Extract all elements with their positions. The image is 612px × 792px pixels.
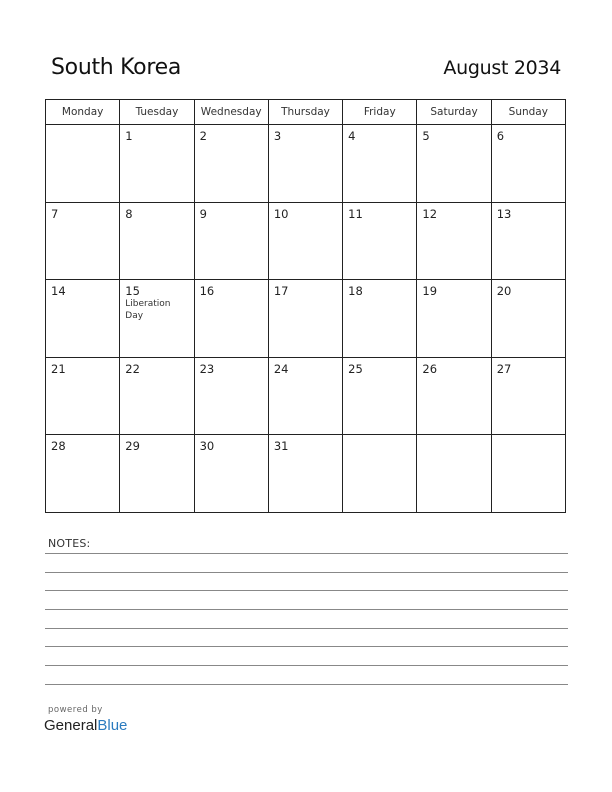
day-number: 14 (51, 284, 66, 299)
note-line (45, 628, 568, 629)
day-number: 13 (496, 206, 512, 221)
day-cell (492, 280, 566, 358)
day-number: 30 (199, 439, 215, 454)
day-number: 11 (348, 206, 363, 221)
day-cell-holiday (120, 280, 194, 358)
day-number: 6 (496, 129, 505, 143)
week-row-4 (46, 358, 566, 436)
day-cell (417, 203, 491, 281)
note-line (45, 665, 568, 666)
logo-general-text: General (44, 717, 98, 734)
day-number: 26 (422, 361, 438, 376)
day-number: 7 (51, 206, 59, 221)
week-row-5 (46, 435, 566, 513)
day-number: 2 (199, 129, 207, 143)
day-cell (269, 203, 343, 281)
day-cell (343, 125, 417, 203)
day-number: 29 (125, 439, 140, 454)
day-cell (195, 125, 269, 203)
day-number: 27 (496, 361, 512, 376)
day-number: 1 (125, 129, 133, 143)
day-number: 19 (422, 284, 438, 299)
day-number: 17 (273, 284, 289, 299)
day-number: 4 (348, 129, 356, 143)
day-number: 28 (51, 439, 66, 454)
weekday-friday: Friday (343, 100, 417, 125)
day-number: 8 (125, 206, 133, 221)
day-cell (195, 280, 269, 358)
note-line (45, 646, 568, 647)
day-number: 21 (51, 361, 66, 376)
weekday-tuesday: Tuesday (120, 100, 194, 125)
calendar-title-country: South Korea (51, 55, 181, 80)
day-number: 10 (273, 206, 289, 221)
day-number: 18 (348, 284, 363, 299)
weekday-header-row (46, 100, 566, 125)
day-cell (417, 435, 491, 513)
note-line (45, 590, 568, 591)
day-number: 3 (273, 129, 282, 143)
day-cell (120, 358, 194, 436)
weekday-sunday: Sunday (492, 100, 566, 125)
day-number: 15 (125, 284, 140, 299)
day-cell (46, 358, 120, 436)
holiday-label: Liberation Day (125, 299, 171, 322)
day-cell (195, 203, 269, 281)
note-line (45, 684, 568, 685)
day-cell (343, 358, 417, 436)
day-number: 20 (496, 284, 512, 299)
notes-label: NOTES: (48, 537, 91, 550)
calendar-grid (45, 99, 566, 513)
day-number: 5 (422, 129, 430, 143)
day-cell (343, 203, 417, 281)
day-cell (195, 358, 269, 436)
weekday-saturday: Saturday (417, 100, 491, 125)
day-cell (269, 125, 343, 203)
day-cell (492, 125, 566, 203)
day-cell (492, 358, 566, 436)
week-row-3 (46, 280, 566, 358)
powered-by-text: powered by (48, 705, 103, 715)
day-number: 23 (199, 361, 215, 376)
note-line (45, 553, 568, 554)
day-number: 31 (273, 439, 289, 454)
day-number: 25 (348, 361, 363, 376)
day-cell (343, 435, 417, 513)
weekday-wednesday: Wednesday (195, 100, 269, 125)
note-line (45, 572, 568, 573)
day-cell (46, 435, 120, 513)
day-cell (492, 203, 566, 281)
day-cell (120, 125, 194, 203)
logo-blue-text: Blue (97, 717, 128, 734)
day-number: 9 (199, 206, 207, 221)
day-cell (120, 203, 194, 281)
day-cell (417, 358, 491, 436)
day-cell (46, 203, 120, 281)
day-cell (269, 358, 343, 436)
weekday-monday: Monday (46, 100, 120, 125)
day-number: 22 (125, 361, 140, 376)
day-cell (492, 435, 566, 513)
generalblue-logo[interactable] (44, 717, 127, 734)
note-line (45, 609, 568, 610)
day-cell (269, 280, 343, 358)
day-cell (417, 280, 491, 358)
day-cell (46, 280, 120, 358)
weekday-thursday: Thursday (269, 100, 343, 125)
day-cell (195, 435, 269, 513)
day-number: 12 (422, 206, 438, 221)
week-row-1 (46, 125, 566, 203)
day-cell (343, 280, 417, 358)
day-number: 24 (273, 361, 289, 376)
day-cell (120, 435, 194, 513)
calendar-title-month: August 2034 (443, 57, 561, 79)
week-row-2 (46, 203, 566, 281)
day-number: 16 (199, 284, 215, 299)
day-cell (417, 125, 491, 203)
day-cell (46, 125, 120, 203)
day-cell (269, 435, 343, 513)
